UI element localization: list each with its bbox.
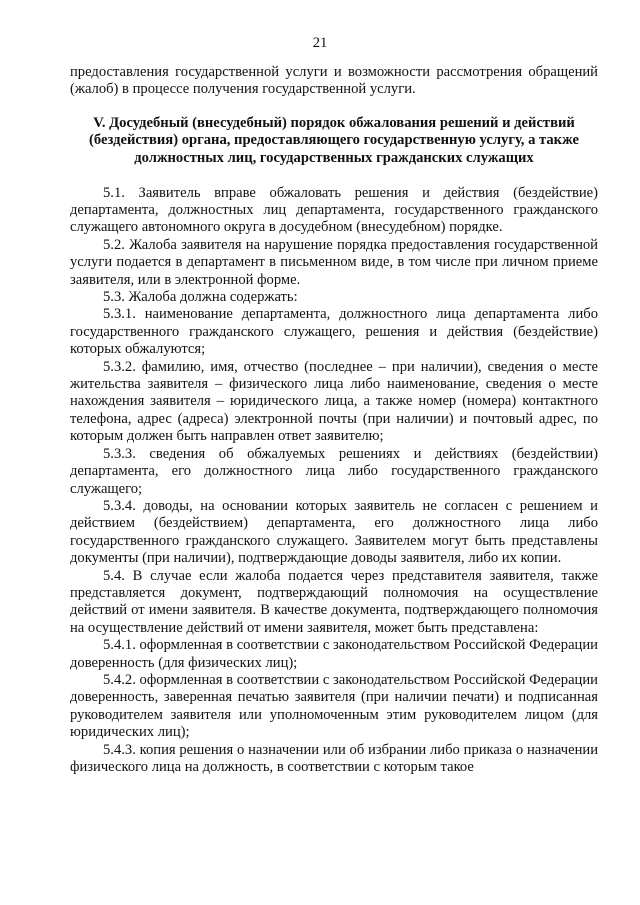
paragraph-5-4: 5.4. В случае если жалоба подается через представителя заявителя, также представляется документ, подтверждающий полномочия на осуществление действий от имени заявителя. В качестве документа, подтверждающего полномочия на осуществление действий от имени заявителя, может быть представлена:	[70, 567, 598, 636]
document-body	[70, 64, 598, 776]
paragraph-5-3-1: 5.3.1. наименование департамента, должностного лица департамента либо государственного гражданского служащего, решения и действия (бездействие) которых обжалуются;	[70, 306, 598, 358]
paragraph-5-2: 5.2. Жалоба заявителя на нарушение порядка предоставления государственной услуги подается в департамент в письменном виде, в том числе при личном приеме заявителя, или в электронной форме.	[70, 236, 598, 288]
intro-paragraph: предоставления государственной услуги и возможности рассмотрения обращений (жалоб) в процессе получения государственной услуги.	[70, 64, 598, 98]
paragraph-5-1: 5.1. Заявитель вправе обжаловать решения и действия (бездействие) департамента, должностных лиц департамента, государственного гражданского служащего автономного округа в досудебном (внесудебном) порядке.	[70, 184, 598, 236]
paragraph-5-3-3: 5.3.3. сведения об обжалуемых решениях и действиях (бездействии) департамента, его должностного лица либо государственного гражданского служащего;	[70, 445, 598, 497]
paragraph-5-3: 5.3. Жалоба должна содержать:	[103, 289, 298, 306]
section-heading: V. Досудебный (внесудебный) порядок обжалования решений и действий (бездействия) органа, предоставляющего государственную услугу, а также должностных лиц, государственных гражданских служащих	[89, 114, 579, 166]
paragraph-5-4-1: 5.4.1. оформленная в соответствии с законодательством Российской Федерации доверенность (для физических лиц);	[70, 637, 598, 671]
page-number: 21	[312, 35, 328, 51]
paragraph-5-4-2: 5.4.2. оформленная в соответствии с законодательством Российской Федерации доверенность, заверенная печатью заявителя (при наличии печати) и подписанная руководителем заявителя или уполномоченным этим руководителем лицом (для юридических лиц);	[70, 671, 598, 741]
paragraph-5-4-3: 5.4.3. копия решения о назначении или об избрании либо приказа о назначении физического лица на должность, в соответствии с которым такое	[70, 741, 598, 775]
paragraph-5-3-2: 5.3.2. фамилию, имя, отчество (последнее – при наличии), сведения о месте жительства заявителя – физического лица либо наименование, сведения о месте нахождения заявителя – юридического лица, а также номер (номера) контактного телефона, адрес (адреса) электронной почты (при наличии) и почтовый адрес, по которым должен быть направлен ответ заявителю;	[70, 358, 598, 445]
paragraph-5-3-4: 5.3.4. доводы, на основании которых заявитель не согласен с решением и действием (бездействием) департамента, его должностного лица либо государственного гражданского служащего. Заявителем могут быть представлены документы (при наличии), подтверждающие доводы заявителя, либо их копии.	[70, 497, 598, 567]
